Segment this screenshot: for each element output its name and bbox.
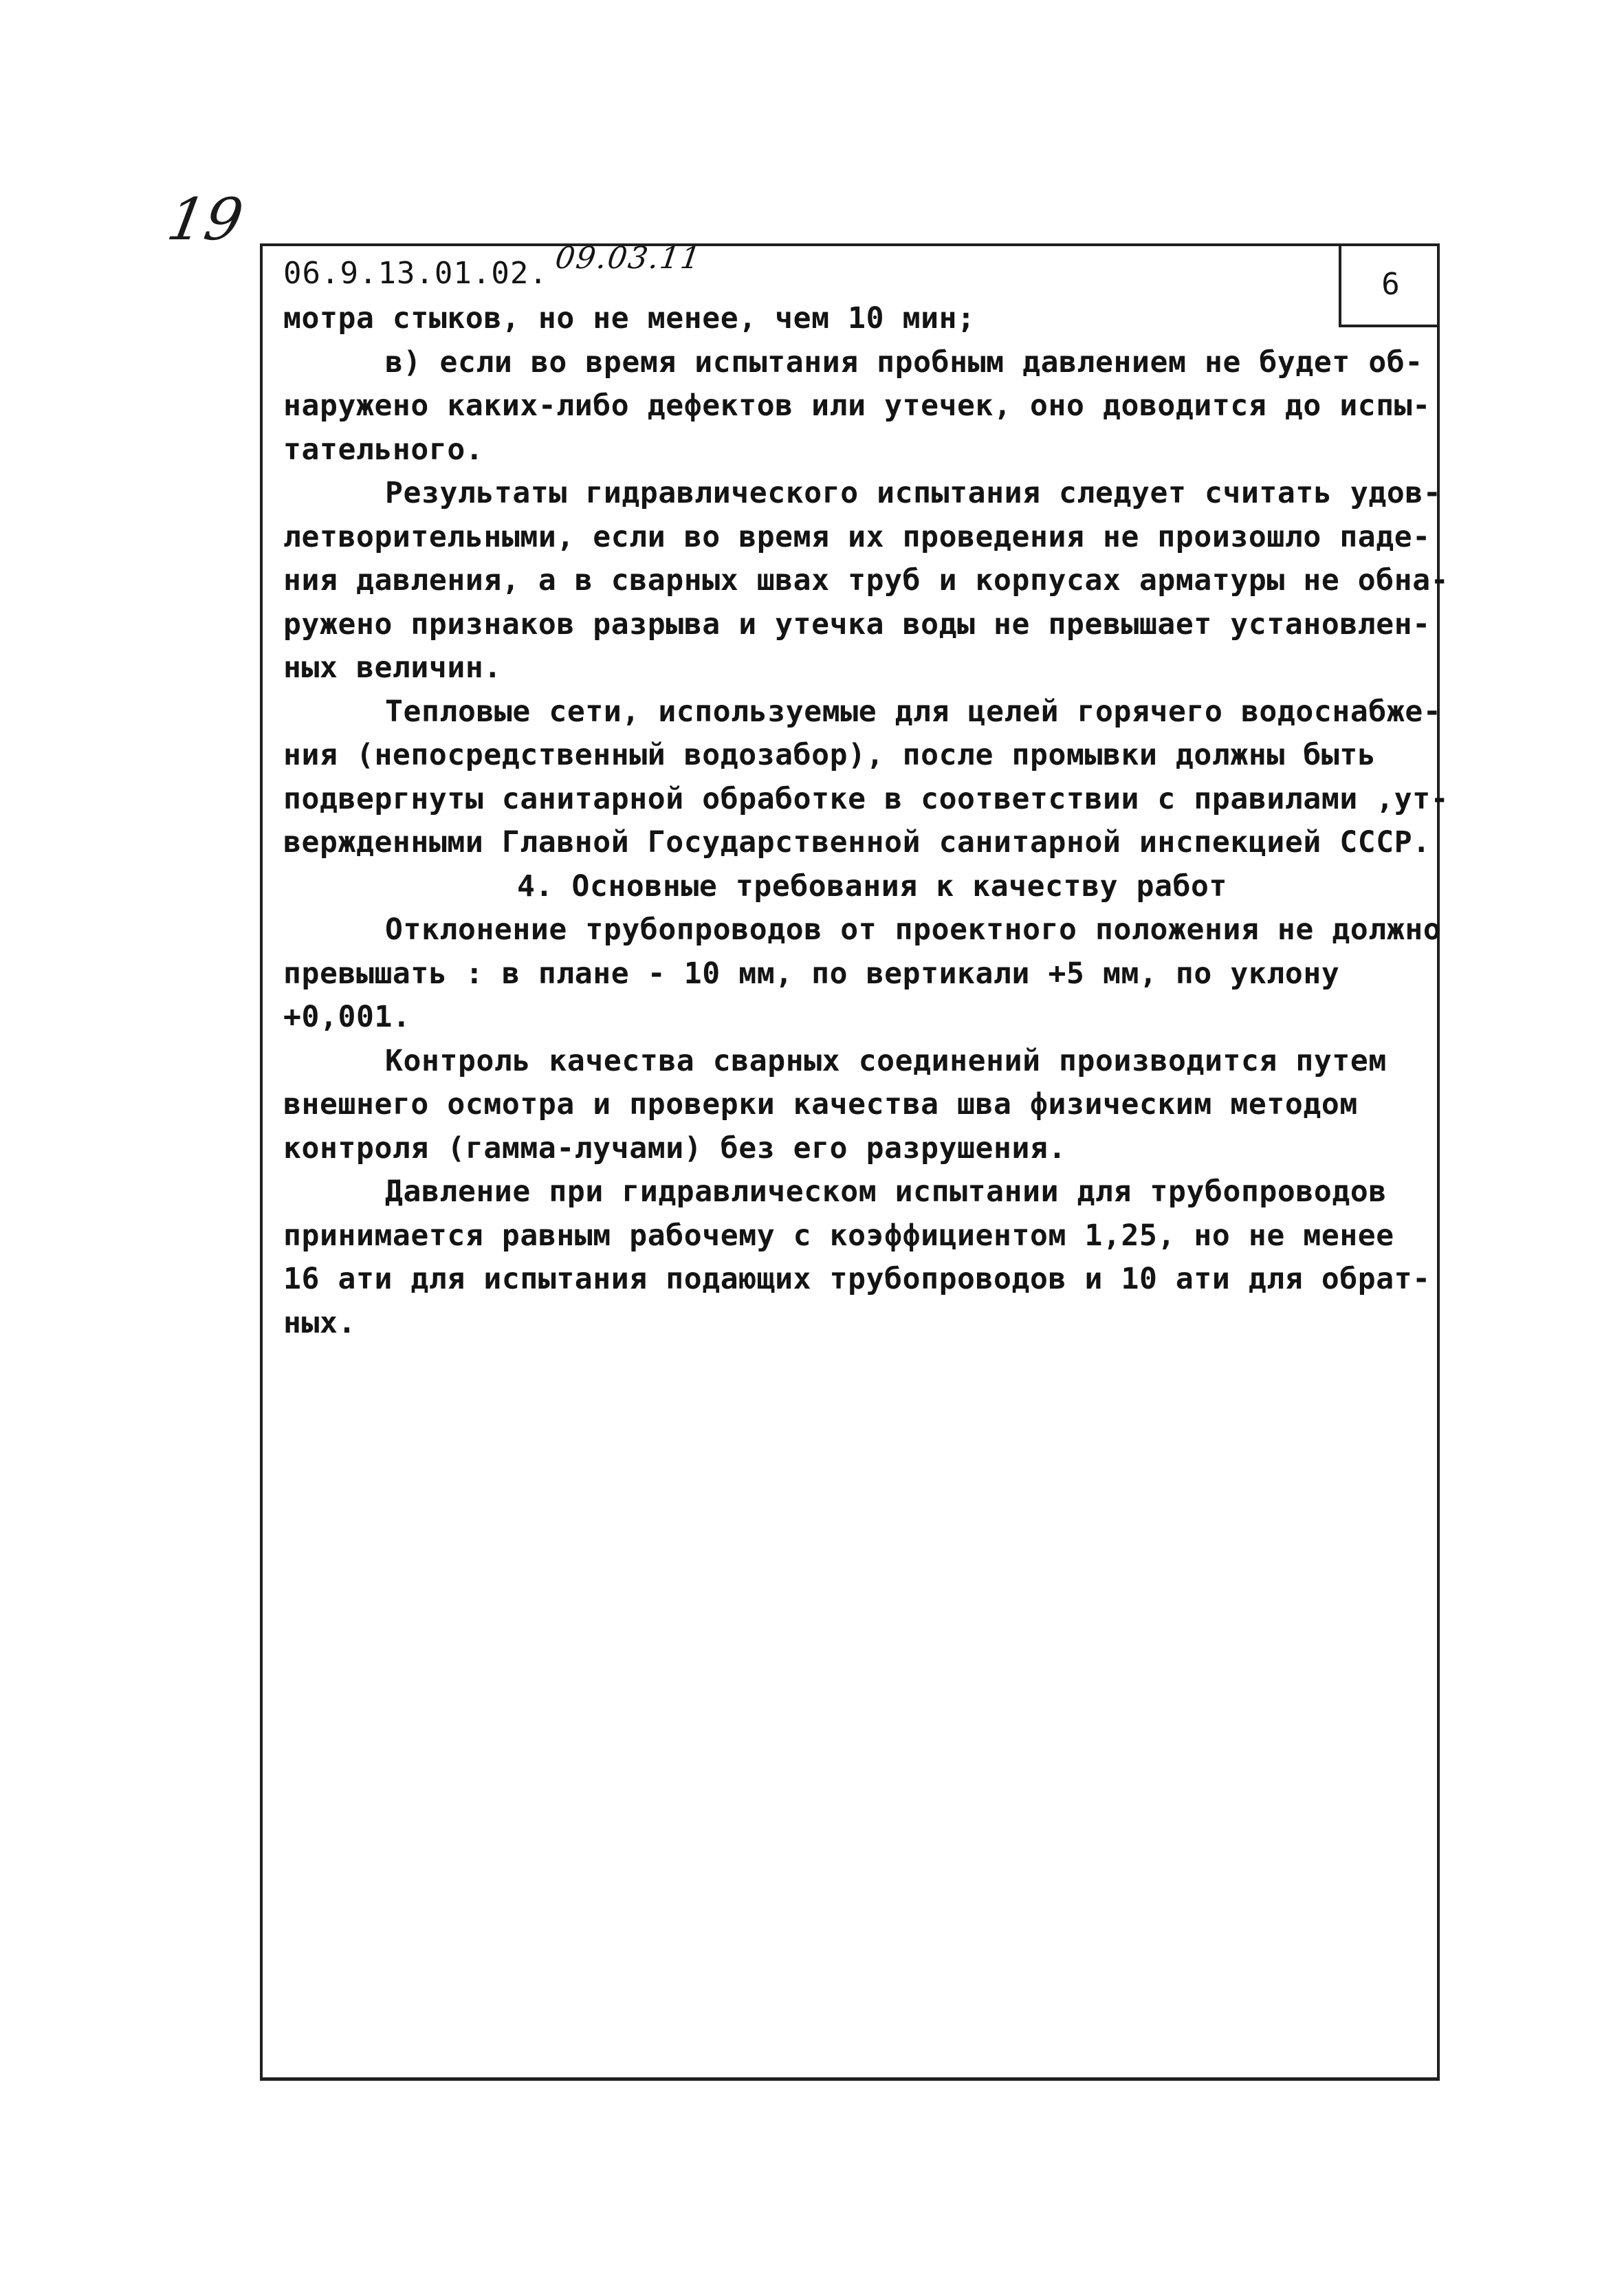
text-line: Тепловые сети, используемые для целей горячего водоснабже- [385, 694, 1442, 729]
text-line: принимается равным рабочему с коэффициентом 1,25, но не менее [283, 1218, 1394, 1253]
text-line: подвергнуты санитарной обработке в соответствии с правилами ,ут- [283, 781, 1449, 816]
document-body [283, 297, 1449, 1345]
text-line: ния (непосредственный водозабор), после промывки должны быть [283, 738, 1376, 772]
page-number: 6 [1381, 266, 1400, 302]
text-line: превышать : в плане - 10 мм, по вертикали +5 мм, по уклону [283, 956, 1340, 991]
text-line: в) если во время испытания пробным давлением не будет об- [385, 345, 1423, 380]
document-code: 06.9.13.01.02. [283, 256, 548, 291]
text-line: Отклонение трубопроводов от проектного положения не должно [385, 912, 1442, 947]
text-line: Результаты гидравлического испытания следует считать удов- [385, 476, 1442, 510]
text-line: наружено каких-либо дефектов или утечек, оно доводится до испы- [283, 389, 1431, 423]
section-heading: 4. Основные требования к качеству работ [517, 868, 1228, 904]
text-line: 16 ати для испытания подающих трубопроводов и 10 ати для обрат- [283, 1262, 1431, 1296]
text-line: ружено признаков разрыва и утечка воды не превышает установлен- [283, 606, 1431, 642]
text-line: мотра стыков, но не менее, чем 10 мин; [283, 301, 976, 336]
text-line: +0,001. [283, 1000, 411, 1034]
text-line: тательного. [283, 432, 484, 467]
sheet-number: 19 [162, 186, 248, 253]
text-line: ния давления, а в сварных швах труб и корпусах арматуры не обна- [283, 563, 1449, 598]
text-line: Контроль качества сварных соединений производится путем [385, 1043, 1387, 1078]
text-line: вержденными Главной Государственной санитарной инспекцией СССР. [283, 825, 1431, 860]
handwritten-date: 09.03.11 [553, 241, 704, 276]
text-line: летворительными, если во время их проведения не произошло паде- [283, 519, 1431, 554]
text-line: внешнего осмотра и проверки качества шва физическим методом [283, 1087, 1358, 1122]
text-line: контроля (гамма-лучами) без его разрушения. [283, 1130, 1066, 1166]
text-line: ных величин. [283, 651, 502, 685]
text-line: Давление при гидравлическом испытании для трубопроводов [385, 1174, 1387, 1209]
text-line: ных. [283, 1305, 356, 1340]
